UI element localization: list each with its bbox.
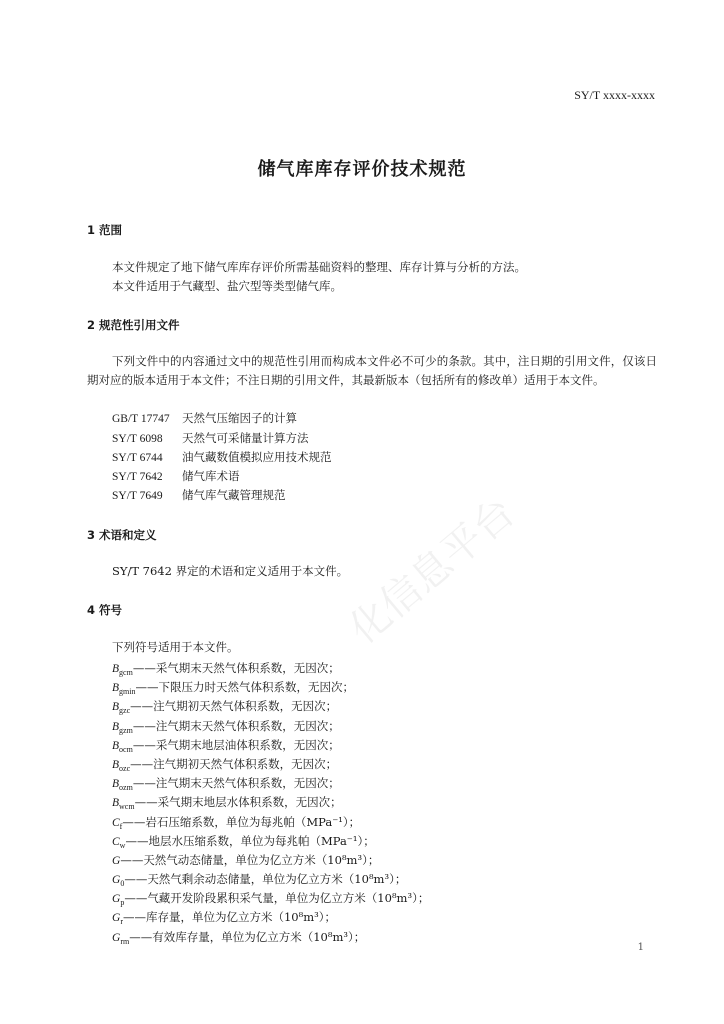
reference-code: SY/T 7642: [112, 471, 163, 483]
symbol-row: [112, 851, 429, 870]
reference-title: 储气库气藏管理规范: [182, 488, 286, 502]
symbol-row: [112, 717, 429, 736]
symbol: $B_{gmin}$: [112, 682, 136, 697]
symbol: G: [112, 854, 121, 867]
symbol: $B_{gzm}$: [112, 720, 133, 735]
reference-title: 储气库术语: [182, 469, 240, 483]
reference-code: SY/T 6098: [112, 433, 163, 445]
references-intro-paragraph: 下列文件中的内容通过文中的规范性引用而构成本文件必不可少的条款。其中，注日期的引用文件，仅该日期对应的版本适用于本文件；不注日期的引用文件，其最新版本（包括所有的修改单）适用于本文件。: [87, 354, 657, 387]
symbol-description: ——天然气动态储量，单位为亿立方米（10⁸m³）；: [120, 852, 380, 867]
symbol: $B_{ocm}$: [112, 739, 133, 754]
document-code: SY/T xxxx-xxxx: [574, 88, 655, 102]
terms-paragraph: SY/T 7642 界定的术语和定义适用于本文件。: [112, 564, 349, 578]
reference-item: [112, 449, 332, 465]
symbol-row: [112, 736, 429, 755]
symbol-row: [112, 832, 429, 851]
symbol-row: [112, 928, 429, 947]
scope-paragraph-1: 本文件规定了地下储气库库存评价所需基础资料的整理、库存计算与分析的方法。: [112, 260, 526, 274]
symbol: $B_{ozm}$: [112, 778, 133, 793]
section-heading-normative-references: 2 规范性引用文件: [87, 318, 180, 332]
section-heading-symbols: 4 符号: [87, 603, 123, 617]
reference-item: [112, 468, 240, 484]
section-heading-scope: 1 范围: [87, 223, 123, 237]
symbol: $B_{gzc}$: [112, 701, 131, 716]
symbol-description: ——气藏开发阶段累积采气量，单位为亿立方米（10⁸m³）；: [124, 891, 430, 906]
symbol: $B_{ozc}$: [112, 758, 131, 773]
symbol-description: ——采气期末地层水体积系数，无因次；: [134, 795, 342, 810]
symbol-row: [112, 889, 429, 908]
symbol: $C_f$: [112, 816, 123, 831]
reference-code: SY/T 7649: [112, 490, 163, 502]
symbol-description: ——注气期末天然气体积系数，无因次；: [132, 718, 340, 733]
symbol-description: ——采气期末地层油体积系数，无因次；: [132, 737, 340, 752]
symbol: $B_{gcm}$: [112, 663, 133, 677]
symbol: $G_{rm}$: [112, 931, 130, 946]
symbol-description: ——岩石压缩系数，单位为每兆帕（MPa⁻¹）；: [122, 814, 361, 829]
symbol-description: ——有效库存量，单位为亿立方米（10⁸m³）；: [129, 929, 366, 944]
watermark: 化信息平台: [340, 489, 524, 654]
reference-code: SY/T 6744: [112, 452, 163, 464]
page-number: 1: [637, 942, 644, 953]
symbol-description: ——库存量，单位为亿立方米（10⁸m³）；: [122, 910, 336, 925]
symbol: $G_0$: [112, 874, 125, 889]
section-heading-terms: 3 术语和定义: [87, 528, 157, 542]
symbol-description: ——下限压力时天然气体积系数，无因次；: [135, 680, 354, 695]
symbol: $G_p$: [112, 893, 125, 908]
reference-item: [112, 487, 286, 503]
symbol-row: [112, 813, 429, 832]
symbol-description: ——注气期初天然气体积系数，无因次；: [130, 699, 338, 714]
symbol-row: [112, 678, 429, 697]
symbol-row: [112, 755, 429, 774]
reference-title: 天然气可采储量计算方法: [182, 431, 309, 445]
symbol: $G_r$: [112, 912, 123, 927]
symbol: $B_{wcm}$: [112, 797, 135, 812]
reference-item: [112, 410, 297, 426]
symbols-intro-paragraph: 下列符号适用于本文件。: [112, 640, 239, 654]
reference-title: 油气藏数值模拟应用技术规范: [182, 450, 332, 464]
document-title: 储气库库存评价技术规范: [257, 159, 467, 180]
symbol-row: [112, 793, 429, 812]
symbol-description: ——天然气剩余动态储量，单位为亿立方米（10⁸m³）；: [124, 872, 407, 887]
reference-title: 天然气压缩因子的计算: [182, 411, 297, 425]
symbol-list: [112, 659, 429, 947]
reference-item: [112, 430, 309, 446]
symbol-description: ——采气期末天然气体积系数，无因次；: [132, 661, 340, 675]
symbol: $C_w$: [112, 835, 126, 850]
symbol-row: [112, 774, 429, 793]
reference-code: GB/T 17747: [112, 413, 170, 425]
symbol-row: [112, 697, 429, 716]
symbol-description: ——注气期初天然气体积系数，无因次；: [130, 756, 338, 771]
symbol-row: [112, 659, 429, 678]
symbol-description: ——注气期末天然气体积系数，无因次；: [132, 776, 340, 791]
symbol-row: [112, 908, 429, 927]
symbol-row: [112, 870, 429, 889]
symbol-description: ——地层水压缩系数，单位为每兆帕（MPa⁻¹）；: [125, 833, 375, 848]
scope-paragraph-2: 本文件适用于气藏型、盐穴型等类型储气库。: [112, 279, 342, 293]
